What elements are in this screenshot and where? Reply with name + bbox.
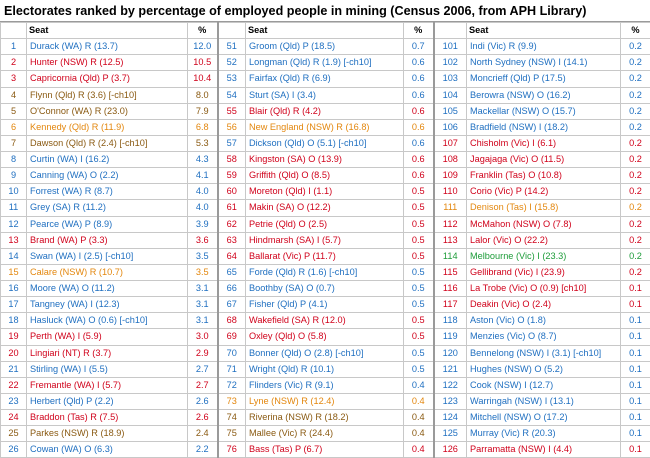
table-row (1, 442, 650, 458)
rank-cell: 106 (434, 119, 467, 135)
percent-cell: 5.3 (188, 135, 218, 151)
seat-cell: Franklin (Tas) O (10.8) (467, 168, 621, 184)
table-row (1, 313, 650, 329)
seat-cell: New England (NSW) R (16.8) (246, 119, 404, 135)
percent-cell: 0.2 (621, 168, 650, 184)
percent-cell: 0.2 (621, 216, 650, 232)
percent-cell: 0.5 (404, 232, 434, 248)
seat-header: Seat (246, 23, 404, 39)
seat-cell: Menzies (Vic) O (8.7) (467, 329, 621, 345)
percent-cell: 0.4 (404, 410, 434, 426)
seat-cell: Flinders (Vic) R (9.1) (246, 377, 404, 393)
table-row (1, 184, 650, 200)
rank-cell: 4 (1, 87, 27, 103)
seat-cell: Kingston (SA) O (13.9) (246, 152, 404, 168)
percent-cell: 3.6 (188, 232, 218, 248)
rank-cell: 16 (1, 281, 27, 297)
percent-cell: 3.1 (188, 281, 218, 297)
percent-cell: 2.6 (188, 393, 218, 409)
seat-cell: Petrie (Qld) O (2.5) (246, 216, 404, 232)
rank-cell: 126 (434, 442, 467, 458)
percent-cell: 4.0 (188, 200, 218, 216)
percent-cell: 0.2 (621, 103, 650, 119)
seat-cell: Fairfax (Qld) R (6.9) (246, 71, 404, 87)
rank-cell: 123 (434, 393, 467, 409)
rank-cell: 3 (1, 71, 27, 87)
rank-cell: 8 (1, 152, 27, 168)
rank-cell: 122 (434, 377, 467, 393)
seat-cell: Corio (Vic) P (14.2) (467, 184, 621, 200)
rank-cell: 52 (218, 55, 246, 71)
percent-cell: 0.2 (621, 152, 650, 168)
rank-cell: 70 (218, 345, 246, 361)
seat-cell: Canning (WA) O (2.2) (27, 168, 188, 184)
seat-cell: Pearce (WA) P (8.9) (27, 216, 188, 232)
table-row (1, 168, 650, 184)
percent-cell: 2.9 (188, 345, 218, 361)
seat-cell: Riverina (NSW) R (18.2) (246, 410, 404, 426)
rank-cell: 7 (1, 135, 27, 151)
seat-cell: Capricornia (Qld) P (3.7) (27, 71, 188, 87)
rank-cell: 108 (434, 152, 467, 168)
percent-cell: 2.7 (188, 377, 218, 393)
rank-cell: 69 (218, 329, 246, 345)
seat-cell: Stirling (WA) I (5.5) (27, 361, 188, 377)
seat-cell: Lalor (Vic) O (22.2) (467, 232, 621, 248)
table-row (1, 393, 650, 409)
rank-cell: 2 (1, 55, 27, 71)
percent-cell: 0.1 (621, 313, 650, 329)
table-row (1, 426, 650, 442)
rank-cell: 63 (218, 232, 246, 248)
percent-cell: 0.5 (404, 313, 434, 329)
rank-cell: 117 (434, 297, 467, 313)
rank-cell: 1 (1, 39, 27, 55)
seat-cell: Griffith (Qld) O (8.5) (246, 168, 404, 184)
percent-cell: 3.1 (188, 297, 218, 313)
table-row (1, 119, 650, 135)
seat-header: Seat (467, 23, 621, 39)
seat-cell: Forde (Qld) R (1.6) [-ch10] (246, 264, 404, 280)
rank-cell: 61 (218, 200, 246, 216)
rank-cell: 74 (218, 410, 246, 426)
percent-cell: 0.6 (404, 103, 434, 119)
rank-cell: 102 (434, 55, 467, 71)
percent-cell: 3.9 (188, 216, 218, 232)
seat-cell: Lingiari (NT) R (3.7) (27, 345, 188, 361)
seat-cell: Bennelong (NSW) I (3.1) [-ch10] (467, 345, 621, 361)
seat-cell: Moncrieff (Qld) P (17.5) (467, 71, 621, 87)
percent-cell: 3.5 (188, 248, 218, 264)
seat-cell: Cowan (WA) O (6.3) (27, 442, 188, 458)
rank-cell: 66 (218, 281, 246, 297)
percent-cell: 0.2 (621, 264, 650, 280)
table-row (1, 410, 650, 426)
rank-cell: 68 (218, 313, 246, 329)
rank-cell: 13 (1, 232, 27, 248)
percent-cell: 4.0 (188, 184, 218, 200)
seat-cell: Berowra (NSW) O (16.2) (467, 87, 621, 103)
percent-cell: 0.1 (621, 426, 650, 442)
percent-cell: 0.6 (404, 87, 434, 103)
percent-cell: 0.2 (621, 248, 650, 264)
rank-cell: 112 (434, 216, 467, 232)
seat-cell: Bradfield (NSW) I (18.2) (467, 119, 621, 135)
rank-header (434, 23, 467, 39)
seat-cell: Moore (WA) O (11.2) (27, 281, 188, 297)
rank-cell: 110 (434, 184, 467, 200)
seat-cell: Ballarat (Vic) P (11.7) (246, 248, 404, 264)
rank-cell: 57 (218, 135, 246, 151)
percent-cell: 0.1 (621, 361, 650, 377)
rank-cell: 121 (434, 361, 467, 377)
seat-cell: Hunter (NSW) R (12.5) (27, 55, 188, 71)
rank-cell: 125 (434, 426, 467, 442)
percent-header: % (404, 23, 434, 39)
percent-cell: 0.1 (621, 442, 650, 458)
percent-cell: 10.5 (188, 55, 218, 71)
percent-cell: 0.6 (404, 152, 434, 168)
page-title: Electorates ranked by percentage of employed people in mining (Census 2006, from APH Library) (0, 0, 650, 22)
rank-cell: 75 (218, 426, 246, 442)
seat-cell: Calare (NSW) R (10.7) (27, 264, 188, 280)
percent-header: % (188, 23, 218, 39)
rank-cell: 65 (218, 264, 246, 280)
seat-cell: Fisher (Qld) P (4.1) (246, 297, 404, 313)
rank-cell: 19 (1, 329, 27, 345)
rank-cell: 54 (218, 87, 246, 103)
seat-cell: Warringah (NSW) I (13.1) (467, 393, 621, 409)
rank-cell: 51 (218, 39, 246, 55)
rank-cell: 21 (1, 361, 27, 377)
percent-cell: 12.0 (188, 39, 218, 55)
seat-cell: Wakefield (SA) R (12.0) (246, 313, 404, 329)
seat-cell: Deakin (Vic) O (2.4) (467, 297, 621, 313)
rank-cell: 115 (434, 264, 467, 280)
seat-cell: Lyne (NSW) R (12.4) (246, 393, 404, 409)
rank-cell: 119 (434, 329, 467, 345)
seat-cell: Mitchell (NSW) O (17.2) (467, 410, 621, 426)
percent-cell: 0.2 (621, 184, 650, 200)
percent-cell: 0.1 (621, 393, 650, 409)
rank-cell: 101 (434, 39, 467, 55)
table-header-row (1, 23, 650, 39)
rank-header (1, 23, 27, 39)
rank-cell: 118 (434, 313, 467, 329)
percent-cell: 0.2 (621, 200, 650, 216)
rank-cell: 60 (218, 184, 246, 200)
seat-cell: Perth (WA) I (5.9) (27, 329, 188, 345)
rank-cell: 104 (434, 87, 467, 103)
percent-cell: 2.6 (188, 410, 218, 426)
table-row (1, 248, 650, 264)
electorate-table (0, 22, 650, 458)
table-row (1, 329, 650, 345)
rank-cell: 17 (1, 297, 27, 313)
percent-cell: 0.6 (404, 55, 434, 71)
rank-cell: 9 (1, 168, 27, 184)
seat-cell: Wright (Qld) R (10.1) (246, 361, 404, 377)
percent-cell: 0.5 (404, 281, 434, 297)
percent-cell: 0.4 (404, 442, 434, 458)
rank-cell: 55 (218, 103, 246, 119)
rank-cell: 105 (434, 103, 467, 119)
seat-cell: Murray (Vic) R (20.3) (467, 426, 621, 442)
seat-cell: Indi (Vic) R (9.9) (467, 39, 621, 55)
rank-cell: 11 (1, 200, 27, 216)
seat-cell: Flynn (Qld) R (3.6) [-ch10] (27, 87, 188, 103)
table-row (1, 281, 650, 297)
percent-cell: 0.5 (404, 297, 434, 313)
percent-cell: 4.3 (188, 152, 218, 168)
rank-cell: 124 (434, 410, 467, 426)
seat-cell: Blair (Qld) R (4.2) (246, 103, 404, 119)
percent-cell: 0.6 (404, 135, 434, 151)
seat-cell: Braddon (Tas) R (7.5) (27, 410, 188, 426)
table-row (1, 103, 650, 119)
percent-cell: 0.1 (621, 329, 650, 345)
rank-cell: 72 (218, 377, 246, 393)
table-row (1, 200, 650, 216)
percent-cell: 0.7 (404, 39, 434, 55)
seat-cell: Curtin (WA) I (16.2) (27, 152, 188, 168)
percent-cell: 0.6 (404, 119, 434, 135)
rank-cell: 18 (1, 313, 27, 329)
percent-cell: 0.5 (404, 329, 434, 345)
rank-cell: 120 (434, 345, 467, 361)
percent-cell: 0.4 (404, 393, 434, 409)
seat-cell: Chisholm (Vic) I (6.1) (467, 135, 621, 151)
seat-cell: McMahon (NSW) O (7.8) (467, 216, 621, 232)
percent-cell: 4.1 (188, 168, 218, 184)
seat-cell: Boothby (SA) O (0.7) (246, 281, 404, 297)
rank-cell: 103 (434, 71, 467, 87)
seat-cell: Hasluck (WA) O (0.6) [-ch10] (27, 313, 188, 329)
seat-cell: Hindmarsh (SA) I (5.7) (246, 232, 404, 248)
seat-cell: Makin (SA) O (12.2) (246, 200, 404, 216)
rank-cell: 20 (1, 345, 27, 361)
table-body (1, 39, 650, 458)
percent-cell: 0.1 (621, 281, 650, 297)
rank-cell: 67 (218, 297, 246, 313)
seat-cell: Dawson (Qld) R (2.4) [-ch10] (27, 135, 188, 151)
percent-cell: 0.2 (621, 87, 650, 103)
seat-cell: Groom (Qld) P (18.5) (246, 39, 404, 55)
percent-cell: 0.1 (621, 297, 650, 313)
seat-cell: Mallee (Vic) R (24.4) (246, 426, 404, 442)
percent-cell: 0.6 (404, 71, 434, 87)
seat-cell: Gellibrand (Vic) I (23.9) (467, 264, 621, 280)
seat-cell: Melbourne (Vic) I (23.3) (467, 248, 621, 264)
percent-cell: 0.2 (621, 135, 650, 151)
percent-cell: 2.2 (188, 442, 218, 458)
rank-cell: 23 (1, 393, 27, 409)
percent-cell: 3.5 (188, 264, 218, 280)
rank-cell: 5 (1, 103, 27, 119)
seat-cell: Jagajaga (Vic) O (11.5) (467, 152, 621, 168)
seat-cell: Parkes (NSW) R (18.9) (27, 426, 188, 442)
seat-cell: Herbert (Qld) P (2.2) (27, 393, 188, 409)
seat-cell: Brand (WA) P (3.3) (27, 232, 188, 248)
percent-cell: 0.2 (621, 71, 650, 87)
rank-cell: 56 (218, 119, 246, 135)
seat-cell: Dickson (Qld) O (5.1) [-ch10] (246, 135, 404, 151)
percent-cell: 0.5 (404, 345, 434, 361)
seat-cell: Sturt (SA) I (3.4) (246, 87, 404, 103)
table-row (1, 135, 650, 151)
rank-cell: 25 (1, 426, 27, 442)
percent-header: % (621, 23, 650, 39)
seat-cell: O'Connor (WA) R (23.0) (27, 103, 188, 119)
percent-cell: 0.2 (621, 119, 650, 135)
table-row (1, 55, 650, 71)
table-row (1, 39, 650, 55)
percent-cell: 0.4 (404, 377, 434, 393)
rank-cell: 113 (434, 232, 467, 248)
rank-cell: 107 (434, 135, 467, 151)
seat-cell: Mackellar (NSW) O (15.7) (467, 103, 621, 119)
rank-cell: 116 (434, 281, 467, 297)
percent-cell: 0.5 (404, 200, 434, 216)
rank-cell: 114 (434, 248, 467, 264)
seat-cell: Denison (Tas) I (15.8) (467, 200, 621, 216)
seat-cell: Fremantle (WA) I (5.7) (27, 377, 188, 393)
seat-cell: Longman (Qld) R (1.9) [-ch10] (246, 55, 404, 71)
seat-cell: Swan (WA) I (2.5) [-ch10] (27, 248, 188, 264)
seat-cell: Cook (NSW) I (12.7) (467, 377, 621, 393)
percent-cell: 0.2 (621, 232, 650, 248)
table-row (1, 361, 650, 377)
rank-cell: 111 (434, 200, 467, 216)
rank-cell: 22 (1, 377, 27, 393)
percent-cell: 2.7 (188, 361, 218, 377)
seat-cell: Bass (Tas) P (6.7) (246, 442, 404, 458)
seat-cell: Moreton (Qld) I (1.1) (246, 184, 404, 200)
seat-cell: La Trobe (Vic) O (0.9) [ch10] (467, 281, 621, 297)
percent-cell: 0.5 (404, 184, 434, 200)
seat-cell: Parramatta (NSW) I (4.4) (467, 442, 621, 458)
percent-cell: 7.9 (188, 103, 218, 119)
table-row (1, 152, 650, 168)
seat-cell: North Sydney (NSW) I (14.1) (467, 55, 621, 71)
rank-cell: 58 (218, 152, 246, 168)
seat-header: Seat (27, 23, 188, 39)
percent-cell: 2.4 (188, 426, 218, 442)
table-row (1, 264, 650, 280)
percent-cell: 6.8 (188, 119, 218, 135)
rank-cell: 73 (218, 393, 246, 409)
percent-cell: 0.5 (404, 361, 434, 377)
table-row (1, 71, 650, 87)
percent-cell: 0.5 (404, 264, 434, 280)
table-row (1, 345, 650, 361)
table-row (1, 232, 650, 248)
percent-cell: 0.6 (404, 168, 434, 184)
rank-cell: 24 (1, 410, 27, 426)
percent-cell: 0.1 (621, 345, 650, 361)
seat-cell: Grey (SA) R (11.2) (27, 200, 188, 216)
percent-cell: 0.4 (404, 426, 434, 442)
seat-cell: Hughes (NSW) O (5.2) (467, 361, 621, 377)
seat-cell: Oxley (Qld) O (5.8) (246, 329, 404, 345)
table-row (1, 216, 650, 232)
seat-cell: Kennedy (Qld) R (11.9) (27, 119, 188, 135)
rank-cell: 76 (218, 442, 246, 458)
rank-cell: 53 (218, 71, 246, 87)
rank-cell: 62 (218, 216, 246, 232)
rank-cell: 64 (218, 248, 246, 264)
table-row (1, 297, 650, 313)
seat-cell: Tangney (WA) I (12.3) (27, 297, 188, 313)
percent-cell: 10.4 (188, 71, 218, 87)
rank-header (218, 23, 246, 39)
rank-cell: 6 (1, 119, 27, 135)
table-row (1, 377, 650, 393)
percent-cell: 0.5 (404, 216, 434, 232)
rank-cell: 15 (1, 264, 27, 280)
percent-cell: 0.2 (621, 55, 650, 71)
rank-cell: 109 (434, 168, 467, 184)
rank-cell: 10 (1, 184, 27, 200)
percent-cell: 8.0 (188, 87, 218, 103)
percent-cell: 0.5 (404, 248, 434, 264)
percent-cell: 0.1 (621, 377, 650, 393)
seat-cell: Bonner (Qld) O (2.8) [-ch10] (246, 345, 404, 361)
percent-cell: 3.0 (188, 329, 218, 345)
table-row (1, 87, 650, 103)
rank-cell: 12 (1, 216, 27, 232)
rank-cell: 26 (1, 442, 27, 458)
seat-cell: Aston (Vic) O (1.8) (467, 313, 621, 329)
seat-cell: Forrest (WA) R (8.7) (27, 184, 188, 200)
percent-cell: 0.2 (621, 39, 650, 55)
rank-cell: 14 (1, 248, 27, 264)
percent-cell: 3.1 (188, 313, 218, 329)
percent-cell: 0.1 (621, 410, 650, 426)
seat-cell: Durack (WA) R (13.7) (27, 39, 188, 55)
rank-cell: 59 (218, 168, 246, 184)
rank-cell: 71 (218, 361, 246, 377)
